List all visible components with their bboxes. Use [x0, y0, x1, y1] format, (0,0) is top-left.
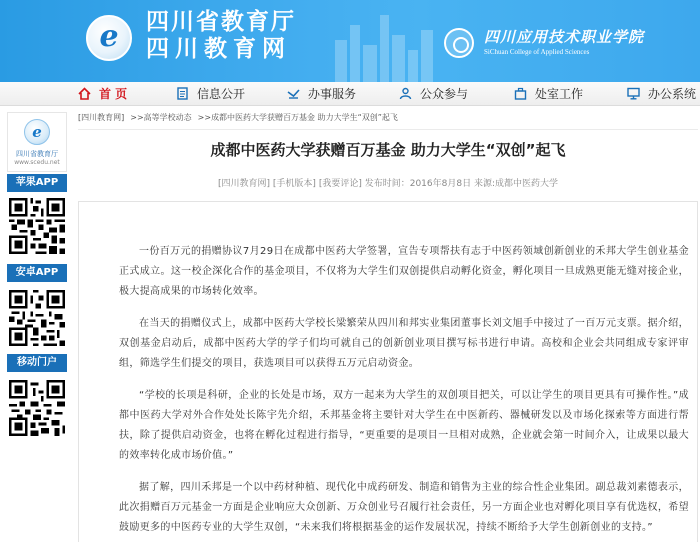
qr-code-ios[interactable] [9, 198, 65, 254]
site-title-line1: 四川省教育厅 [146, 9, 296, 35]
monitor-icon [627, 87, 640, 100]
breadcrumb-home-link[interactable]: [四川教育网] [78, 113, 125, 122]
nav-item-label: 信息公开 [197, 87, 246, 101]
sidebar-logo-badge [24, 119, 50, 145]
meta-origin: 来源:成都中医药大学 [473, 179, 558, 189]
nav-item-office[interactable] [514, 82, 583, 106]
site-logo[interactable] [86, 15, 132, 61]
meta-source-link[interactable]: [四川教育网] [218, 179, 271, 189]
service-icon [287, 87, 300, 100]
nav-item-label: 办公系统 [648, 87, 697, 101]
college-name-en: SiChuan College of Applied Sciences [484, 48, 590, 56]
sidebar-logo-letter: e [32, 123, 42, 141]
site-logo-letter: e [99, 19, 119, 54]
site-title-line2: 四川教育网 [146, 36, 291, 62]
meta-mobile-link[interactable]: [手机版本] [272, 179, 316, 189]
article-title: 成都中医药大学获赠百万基金 助力大学生“双创”起飞 [210, 141, 566, 159]
site-title [146, 9, 296, 63]
article-paragraph-3: “学校的长项是科研，企业的长处是市场，双方一起来为大学生的双创项目把关，可以让学生的项目更具有可操作性。”成都中医药大学对外合作处处长陈宇先介绍，禾邦基金将主要针对大学生在中医新药、器械研发以及市场化探索等方面进行帮扶，除了提供启动资金，也将在孵化过程进行指导，“更重要的是项目一旦相对成熟，企业就会第一时间介入，让成果以最大的效率转化成市场价值。” [119, 390, 689, 461]
meta-share-link[interactable]: [我要评论] [318, 179, 362, 189]
nav-item-participate[interactable] [399, 82, 468, 106]
sidebar-logo[interactable] [7, 112, 67, 172]
sidebar-head-mobile[interactable]: 移动门户 [7, 354, 67, 372]
meta-published: 发布时间：2016年8月8日 [364, 179, 472, 189]
article-meta [78, 176, 698, 189]
people-icon [399, 87, 412, 100]
nav-item-info[interactable] [176, 82, 245, 106]
breadcrumb-category-link[interactable]: >>高等学校动态 [130, 113, 192, 122]
sidebar-logo-url: www.scedu.net [14, 159, 60, 166]
article-paragraph-1: 一份百万元的捐赠协议7月29日在成都中医药大学签署，宣告专项帮扶有志于中医药领域创新创业的禾邦大学生创业基金正式成立。这一校企深化合作的基金项目，不仅将为大学生们双创提供启动孵化资金，孵化项目一旦成熟更能无缝对接企业，极大提高成果的市场转化效率。 [119, 246, 689, 297]
nav-item-oa[interactable] [627, 82, 696, 106]
nav-item-label: 处室工作 [535, 87, 584, 101]
left-sidebar [0, 106, 70, 542]
site-header [0, 0, 700, 82]
main-nav [0, 82, 700, 106]
main-content [78, 106, 700, 542]
breadcrumb-current-link[interactable]: >>成都中医药大学获赠百万基金 助力大学生“双创”起飞 [197, 113, 398, 122]
nav-item-service[interactable] [287, 82, 356, 106]
sidebar-head-android[interactable]: 安卓APP [7, 264, 67, 282]
city-skyline-decoration [330, 0, 440, 82]
document-icon [176, 87, 189, 100]
qr-code-mobile[interactable] [9, 380, 65, 436]
article-body [78, 201, 698, 542]
college-name-cn: 四川应用技术职业学院 [484, 28, 645, 46]
nav-item-label: 办事服务 [308, 87, 357, 101]
nav-item-label: 公众参与 [420, 87, 469, 101]
home-icon [78, 87, 91, 100]
qr-code-android[interactable] [9, 290, 65, 346]
article-paragraph-2: 在当天的捐赠仪式上，成都中医药大学校长梁繁荣从四川和邦实业集团董事长刘文旭手中接过了一百万元支票。据介绍，双创基金启动后，成都中医药大学的学子们均可就自己的创新创业项目撰写标书进行申请。高校和企业会共同组成专家评审组，筛选学生们提交的项目，获选项目可以获得五万元启动资金。 [119, 318, 689, 369]
breadcrumb [78, 106, 698, 130]
nav-item-home[interactable] [78, 82, 127, 106]
article-paragraph-4: 据了解，四川禾邦是一个以中药材种植、现代化中成药研发、制造和销售为主业的综合性企业集团。副总裁刘素德表示，此次捐赠百万元基金一方面是企业响应大众创新、万众创业号召履行社会责任，另一方面企业也对孵化项目享有优选权，希望鼓励更多的中医药专业的大学生双创，“未来我们将根据基金的运作发展状况，持续不断给予大学生创新创业的支持。” [119, 482, 689, 533]
sidebar-logo-text: 四川省教育厅 [16, 150, 58, 158]
office-icon [514, 87, 527, 100]
college-seal-icon [444, 28, 474, 58]
sidebar-head-ios[interactable]: 苹果APP [7, 174, 67, 192]
nav-item-label: 首 页 [99, 87, 128, 101]
